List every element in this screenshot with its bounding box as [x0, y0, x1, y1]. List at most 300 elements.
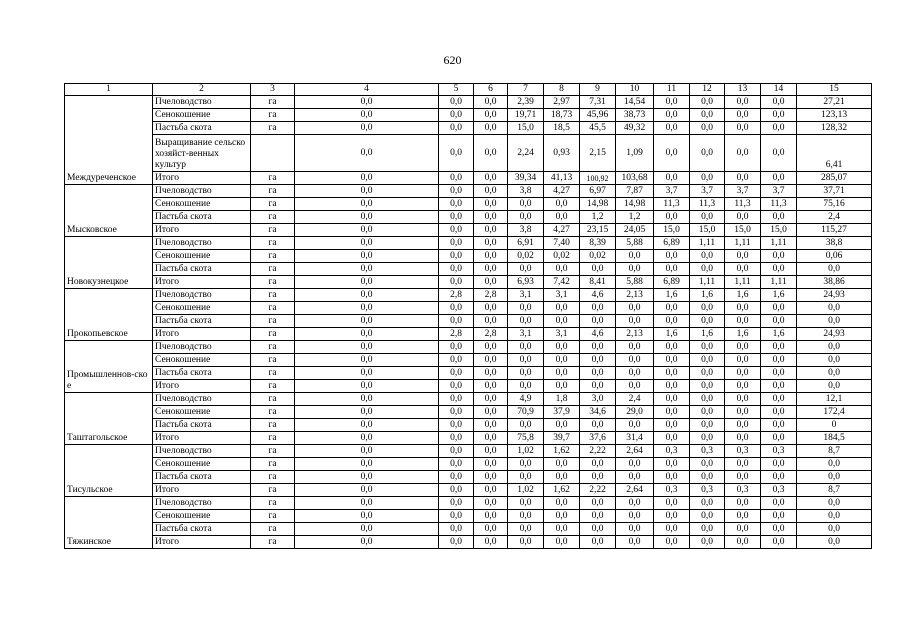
value-cell: 0,0: [654, 523, 690, 536]
value-cell: 0,0: [797, 354, 872, 367]
value-cell: 0,0: [690, 263, 725, 276]
value-cell: 0,0: [797, 510, 872, 523]
value-cell: 0,0: [690, 471, 725, 484]
value-cell: 1,11: [725, 276, 761, 289]
value-cell: 0,0: [654, 536, 690, 549]
value-cell: 1,11: [761, 276, 797, 289]
value-cell: 0,0: [654, 406, 690, 419]
value-cell: 4,27: [544, 224, 580, 237]
value-cell: 2,97: [544, 96, 580, 109]
value-cell: 18,5: [544, 122, 580, 135]
value-cell: 0,0: [725, 354, 761, 367]
value-cell: 0,0: [508, 510, 544, 523]
value-cell: 0,0: [725, 109, 761, 122]
total-row: [65, 380, 872, 393]
activity-name: Выращивание сельско хозяйст-венных культур: [153, 135, 251, 172]
value-cell: 0,0: [544, 367, 580, 380]
value-cell: 0,0: [725, 380, 761, 393]
activity-name: Пчеловодство: [153, 96, 251, 109]
value-cell: 0,0: [295, 328, 439, 341]
value-cell: 0,0: [616, 458, 654, 471]
value-cell: 7,87: [616, 185, 654, 198]
value-cell: 0,0: [654, 135, 690, 172]
value-cell: 3,1: [508, 289, 544, 302]
activity-name: Пчеловодство: [153, 393, 251, 406]
value-cell: 0,0: [654, 302, 690, 315]
value-cell: 2,15: [580, 135, 616, 172]
value-cell: 0,0: [616, 315, 654, 328]
value-cell: 0,0: [725, 341, 761, 354]
value-cell: 0,02: [544, 250, 580, 263]
column-number: 1: [65, 84, 153, 96]
value-cell: 115,27: [797, 224, 872, 237]
unit: га: [251, 458, 295, 471]
activity-name: Пчеловодство: [153, 341, 251, 354]
value-cell: 0,0: [654, 341, 690, 354]
column-number: 10: [616, 84, 654, 96]
value-cell: 0,0: [295, 289, 439, 302]
activity-name: Сенокошение: [153, 406, 251, 419]
value-cell: 11,3: [690, 198, 725, 211]
value-cell: 0,0: [616, 367, 654, 380]
value-cell: 6,91: [508, 237, 544, 250]
value-cell: 0,0: [295, 393, 439, 406]
unit: га: [251, 237, 295, 250]
value-cell: 0,0: [295, 224, 439, 237]
value-cell: 0,0: [295, 536, 439, 549]
unit: га: [251, 122, 295, 135]
value-cell: 0,0: [580, 523, 616, 536]
value-cell: 0,0: [761, 393, 797, 406]
unit: га: [251, 96, 295, 109]
value-cell: 0,0: [474, 172, 508, 185]
unit: га: [251, 484, 295, 497]
value-cell: 0,0: [761, 315, 797, 328]
activity-name: Пастьба скота: [153, 419, 251, 432]
value-cell: 0,0: [725, 393, 761, 406]
data-table: [64, 83, 872, 549]
value-cell: 0,0: [690, 109, 725, 122]
value-cell: 0,0: [439, 172, 474, 185]
value-cell: 0,0: [474, 237, 508, 250]
value-cell: 0,0: [797, 263, 872, 276]
column-number: 11: [654, 84, 690, 96]
value-cell: 0,0: [580, 341, 616, 354]
value-cell: 0,0: [508, 367, 544, 380]
value-cell: 6,89: [654, 276, 690, 289]
value-cell: 0,0: [508, 354, 544, 367]
value-cell: 0,0: [580, 458, 616, 471]
value-cell: 3,1: [544, 289, 580, 302]
value-cell: 15,0: [690, 224, 725, 237]
value-cell: 0,0: [690, 172, 725, 185]
value-cell: 0,0: [690, 135, 725, 172]
value-cell: 0,0: [654, 432, 690, 445]
value-cell: 0,0: [474, 341, 508, 354]
value-cell: 128,32: [797, 122, 872, 135]
value-cell: 0,0: [580, 536, 616, 549]
value-cell: 0,0: [439, 198, 474, 211]
value-cell: 70,9: [508, 406, 544, 419]
value-cell: 0,0: [690, 122, 725, 135]
value-cell: 0,0: [690, 250, 725, 263]
unit: га: [251, 185, 295, 198]
value-cell: 0,0: [439, 432, 474, 445]
value-cell: 0,0: [439, 523, 474, 536]
value-cell: 0,0: [690, 536, 725, 549]
value-cell: 0,0: [654, 393, 690, 406]
value-cell: 0,0: [439, 536, 474, 549]
value-cell: 3,7: [690, 185, 725, 198]
value-cell: 0,0: [725, 250, 761, 263]
value-cell: 4,27: [544, 185, 580, 198]
value-cell: 0,0: [295, 211, 439, 224]
value-cell: 0,0: [690, 523, 725, 536]
column-number: 12: [690, 84, 725, 96]
value-cell: 24,93: [797, 289, 872, 302]
value-cell: 0,0: [761, 419, 797, 432]
value-cell: 5,88: [616, 276, 654, 289]
value-cell: 8,7: [797, 445, 872, 458]
value-cell: 2,8: [439, 328, 474, 341]
value-cell: 0,0: [439, 96, 474, 109]
value-cell: 0,0: [797, 536, 872, 549]
value-cell: 123,13: [797, 109, 872, 122]
value-cell: 0,0: [508, 419, 544, 432]
value-cell: 0,0: [439, 484, 474, 497]
table-row: [65, 289, 872, 302]
value-cell: 0,0: [654, 109, 690, 122]
value-cell: 0,0: [725, 536, 761, 549]
value-cell: 0,0: [797, 380, 872, 393]
value-cell: 15,0: [761, 224, 797, 237]
unit: га: [251, 510, 295, 523]
value-cell: 0,0: [439, 393, 474, 406]
value-cell: 0,0: [474, 419, 508, 432]
value-cell: 0,0: [690, 354, 725, 367]
value-cell: 0,02: [508, 250, 544, 263]
table-row: [65, 393, 872, 406]
value-cell: 0,0: [725, 419, 761, 432]
value-cell: 15,0: [654, 224, 690, 237]
unit: га: [251, 523, 295, 536]
value-cell: 6,41: [797, 135, 872, 172]
value-cell: 0,0: [439, 211, 474, 224]
value-cell: 0,0: [797, 523, 872, 536]
value-cell: 0,0: [616, 523, 654, 536]
value-cell: 0,0: [690, 211, 725, 224]
value-cell: 14,54: [616, 96, 654, 109]
value-cell: 0,0: [508, 263, 544, 276]
value-cell: 0,0: [690, 341, 725, 354]
value-cell: 0,0: [797, 315, 872, 328]
value-cell: 0,0: [508, 458, 544, 471]
value-cell: 0,0: [761, 536, 797, 549]
value-cell: 1,11: [690, 276, 725, 289]
value-cell: 0,0: [580, 315, 616, 328]
value-cell: 1,6: [761, 328, 797, 341]
value-cell: 0,0: [761, 510, 797, 523]
value-cell: 0,0: [580, 497, 616, 510]
value-cell: 0,0: [474, 471, 508, 484]
table-row: [65, 96, 872, 109]
value-cell: 0,0: [725, 211, 761, 224]
value-cell: 0,0: [580, 354, 616, 367]
value-cell: 0,0: [580, 302, 616, 315]
value-cell: 0,0: [439, 471, 474, 484]
value-cell: 0,0: [725, 135, 761, 172]
value-cell: 0,0: [295, 109, 439, 122]
table-row: [65, 445, 872, 458]
value-cell: 0,0: [295, 484, 439, 497]
value-cell: 0,3: [654, 484, 690, 497]
value-cell: 4,6: [580, 328, 616, 341]
value-cell: 0,0: [439, 380, 474, 393]
value-cell: 0,0: [439, 109, 474, 122]
value-cell: 75,8: [508, 432, 544, 445]
value-cell: 0,0: [725, 96, 761, 109]
value-cell: 0,0: [654, 263, 690, 276]
value-cell: 3,7: [761, 185, 797, 198]
table-row: [65, 341, 872, 354]
value-cell: 12,1: [797, 393, 872, 406]
value-cell: 0,0: [474, 122, 508, 135]
activity-name: Пастьба скота: [153, 263, 251, 276]
value-cell: 0,0: [690, 419, 725, 432]
value-cell: 0,0: [580, 367, 616, 380]
value-cell: 0,0: [474, 315, 508, 328]
value-cell: 0,0: [654, 497, 690, 510]
region-name: Таштагольское: [65, 393, 153, 445]
value-cell: 1,2: [616, 211, 654, 224]
total-row: [65, 224, 872, 237]
value-cell: 0,0: [474, 432, 508, 445]
value-cell: 34,6: [580, 406, 616, 419]
value-cell: 0,0: [474, 380, 508, 393]
value-cell: 0,0: [616, 380, 654, 393]
value-cell: 0,0: [439, 302, 474, 315]
value-cell: 0,0: [295, 250, 439, 263]
activity-name: Сенокошение: [153, 458, 251, 471]
activity-name: Пчеловодство: [153, 289, 251, 302]
total-row: [65, 172, 872, 185]
unit: га: [251, 328, 295, 341]
table-row: [65, 315, 872, 328]
value-cell: 0,0: [797, 471, 872, 484]
total-row: [65, 276, 872, 289]
value-cell: 0,0: [725, 315, 761, 328]
value-cell: 0,0: [508, 315, 544, 328]
value-cell: 14,98: [616, 198, 654, 211]
activity-name: Пастьба скота: [153, 122, 251, 135]
value-cell: 0,0: [654, 172, 690, 185]
column-number: 3: [251, 84, 295, 96]
region-name: Мысковское: [65, 185, 153, 237]
value-cell: 0,0: [439, 510, 474, 523]
value-cell: 0,0: [690, 510, 725, 523]
value-cell: 7,31: [580, 96, 616, 109]
value-cell: 19,71: [508, 109, 544, 122]
value-cell: 0,0: [580, 471, 616, 484]
value-cell: 0,0: [544, 458, 580, 471]
activity-name: Сенокошение: [153, 250, 251, 263]
unit: га: [251, 289, 295, 302]
value-cell: 0,0: [295, 419, 439, 432]
activity-name: Итого: [153, 536, 251, 549]
value-cell: 0,0: [654, 354, 690, 367]
value-cell: 0,0: [439, 445, 474, 458]
column-number: 2: [153, 84, 251, 96]
page-number: 620: [443, 53, 462, 67]
value-cell: 0,0: [508, 211, 544, 224]
unit: га: [251, 419, 295, 432]
value-cell: 0,0: [761, 432, 797, 445]
value-cell: 0,3: [725, 484, 761, 497]
activity-name: Пчеловодство: [153, 445, 251, 458]
unit: га: [251, 315, 295, 328]
value-cell: 14,98: [580, 198, 616, 211]
value-cell: 0,93: [544, 135, 580, 172]
value-cell: 0,0: [654, 315, 690, 328]
value-cell: 0,0: [295, 185, 439, 198]
value-cell: 0,0: [439, 276, 474, 289]
value-cell: 1,11: [725, 237, 761, 250]
value-cell: 2,4: [616, 393, 654, 406]
table-row: [65, 354, 872, 367]
table-row: [65, 198, 872, 211]
value-cell: 38,73: [616, 109, 654, 122]
value-cell: 0,0: [474, 198, 508, 211]
value-cell: 0,0: [761, 458, 797, 471]
value-cell: 1,6: [690, 328, 725, 341]
table-row: [65, 458, 872, 471]
value-cell: 0,0: [295, 263, 439, 276]
value-cell: 0,0: [616, 471, 654, 484]
value-cell: 0,0: [797, 341, 872, 354]
value-cell: 3,7: [654, 185, 690, 198]
value-cell: 0,0: [474, 109, 508, 122]
value-cell: 2,4: [797, 211, 872, 224]
value-cell: 0,06: [797, 250, 872, 263]
value-cell: 103,68: [616, 172, 654, 185]
value-cell: 0,0: [654, 122, 690, 135]
column-number: 5: [439, 84, 474, 96]
value-cell: 0,3: [761, 484, 797, 497]
value-cell: 0,0: [544, 523, 580, 536]
region-name: Новокузнецкое: [65, 237, 153, 289]
table-row: [65, 471, 872, 484]
value-cell: 0,0: [544, 263, 580, 276]
value-cell: 0,0: [690, 380, 725, 393]
value-cell: 0,0: [654, 367, 690, 380]
value-cell: 1,62: [544, 445, 580, 458]
value-cell: 0,0: [295, 302, 439, 315]
value-cell: 0,0: [474, 458, 508, 471]
column-number: 8: [544, 84, 580, 96]
value-cell: 0,0: [690, 432, 725, 445]
value-cell: 0,0: [474, 96, 508, 109]
value-cell: 0,0: [580, 419, 616, 432]
value-cell: 0,0: [508, 198, 544, 211]
value-cell: 75,16: [797, 198, 872, 211]
value-cell: 24,93: [797, 328, 872, 341]
value-cell: 0,0: [580, 510, 616, 523]
value-cell: 0,0: [295, 380, 439, 393]
value-cell: 1,09: [616, 135, 654, 172]
value-cell: 0,0: [474, 406, 508, 419]
unit: [251, 135, 295, 172]
value-cell: 0,0: [761, 354, 797, 367]
value-cell: 8,39: [580, 237, 616, 250]
value-cell: 0,0: [439, 458, 474, 471]
value-cell: 3,8: [508, 224, 544, 237]
value-cell: 0,0: [439, 224, 474, 237]
unit: га: [251, 471, 295, 484]
value-cell: 0,3: [690, 445, 725, 458]
value-cell: 0,0: [761, 96, 797, 109]
unit: га: [251, 393, 295, 406]
value-cell: 0,0: [508, 380, 544, 393]
value-cell: 0,0: [474, 250, 508, 263]
value-cell: 0,0: [616, 510, 654, 523]
value-cell: 0,3: [654, 445, 690, 458]
table-row: [65, 497, 872, 510]
total-row: [65, 328, 872, 341]
value-cell: 0,0: [616, 354, 654, 367]
value-cell: 37,6: [580, 432, 616, 445]
value-cell: 0,0: [474, 510, 508, 523]
value-cell: 39,7: [544, 432, 580, 445]
value-cell: 11,3: [725, 198, 761, 211]
table-row: [65, 122, 872, 135]
value-cell: 0,0: [474, 367, 508, 380]
value-cell: 23,15: [580, 224, 616, 237]
value-cell: 38,8: [797, 237, 872, 250]
value-cell: 0,0: [508, 471, 544, 484]
value-cell: 0,0: [797, 497, 872, 510]
value-cell: 0,0: [544, 302, 580, 315]
unit: га: [251, 380, 295, 393]
value-cell: 2,8: [474, 328, 508, 341]
value-cell: 0,0: [580, 380, 616, 393]
value-cell: 3,1: [544, 328, 580, 341]
value-cell: 0,0: [295, 406, 439, 419]
value-cell: 0,0: [544, 471, 580, 484]
value-cell: 0,0: [544, 211, 580, 224]
value-cell: 0,0: [544, 497, 580, 510]
activity-name: Сенокошение: [153, 109, 251, 122]
unit: га: [251, 302, 295, 315]
unit: га: [251, 198, 295, 211]
region-name: Тяжинское: [65, 497, 153, 549]
activity-name: Пчеловодство: [153, 185, 251, 198]
value-cell: 0,0: [725, 122, 761, 135]
value-cell: 1,6: [725, 289, 761, 302]
activity-name: Сенокошение: [153, 302, 251, 315]
value-cell: 172,4: [797, 406, 872, 419]
value-cell: 0,0: [725, 172, 761, 185]
value-cell: 2,64: [616, 445, 654, 458]
value-cell: 0,0: [544, 341, 580, 354]
value-cell: 0,0: [725, 263, 761, 276]
value-cell: 0,0: [439, 315, 474, 328]
value-cell: 27,21: [797, 96, 872, 109]
value-cell: 4,9: [508, 393, 544, 406]
value-cell: 0,0: [797, 367, 872, 380]
value-cell: 6,89: [654, 237, 690, 250]
value-cell: 0,0: [474, 276, 508, 289]
value-cell: 0,0: [725, 510, 761, 523]
